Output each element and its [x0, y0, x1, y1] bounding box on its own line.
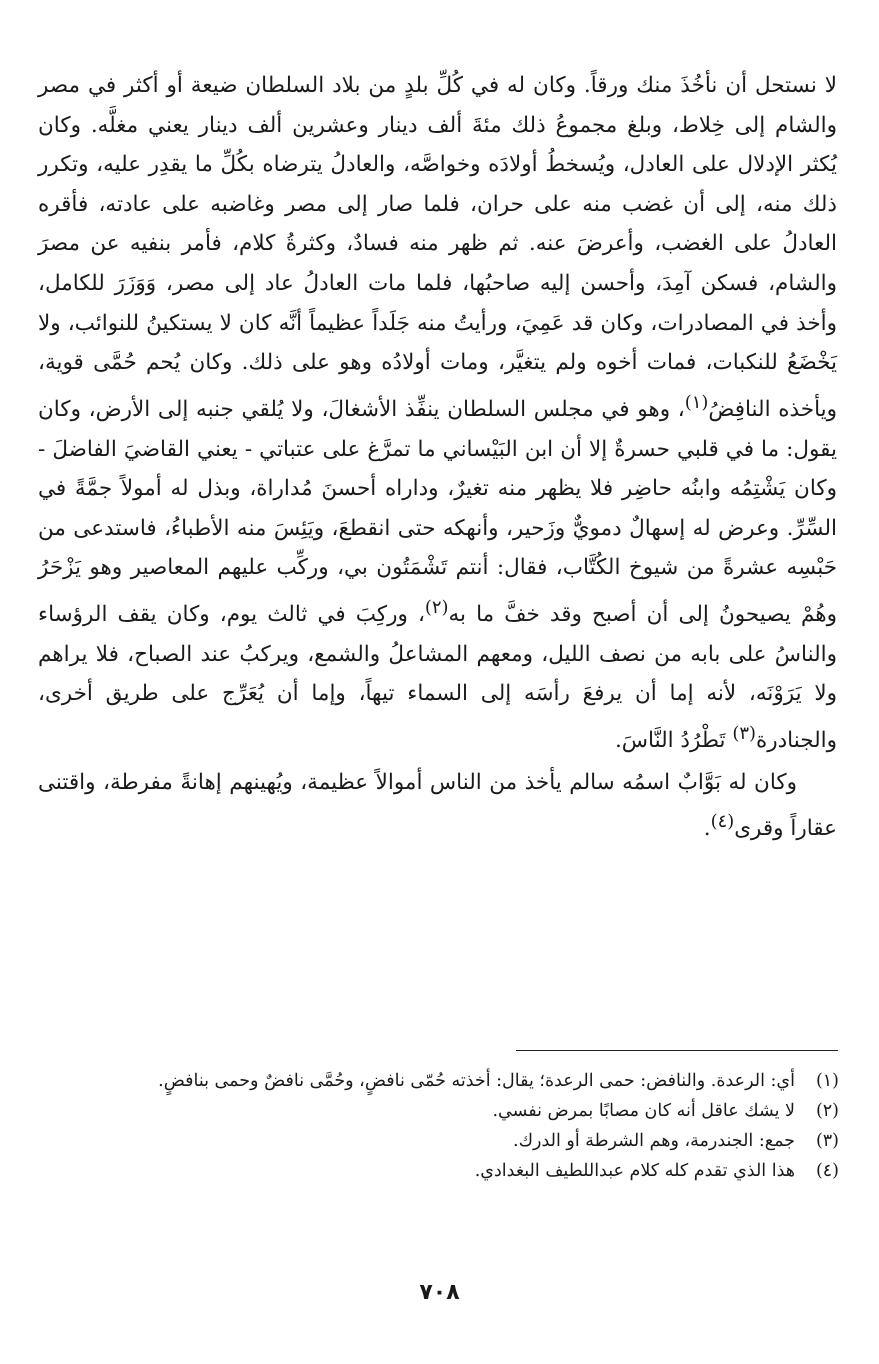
footnote-text: هذا الذي تقدم كله كلام عبداللطيف البغدادي. — [474, 1161, 795, 1181]
paragraph: لا نستحل أن نأخُذَ منك ورقاً. وكان له في كُلِّ بلدٍ من بلاد السلطان ضيعة أو أكثر في مصر والشام إلى خِلاط، وبلغ مجموعُ ذلك مئةَ ألف دينار وعشرين ألف دينار يعني مغلَّه. وكان يُكثر الإدلال على العادل، ويُسخطُ أولادَه وخواصَّه، والعادلُ يترضاه بكُلِّ ما يقدِر عليه، وتكرر ذلك منه، إلى أن غضب منه على حران، فلما صار إلى مصر وغاضبه على عادته، فأقره العادلُ على الغضب، وأعرضَ عنه. ثم ظهر منه فسادٌ، وكثرةُ كلام، فأمر بنفيه عن مصرَ والشام، فسكن آمِدَ، وأحسن إليه صاحبُها، فلما مات العادلُ عاد إلى مصر، وَوَزَرَ للكامل، وأخذ في المصادرات، وكان قد عَمِيَ، ورأيتُ منه جَلَداً عظيماً أنَّه كان لا يستكينُ للنوائب، ولا يَخْضَعُ للنكبات، فمات أخوه ولم يتغيَّر، ومات أولادُه وهو على ذلك. وكان يُحم حُمَّى قوية، ويأخذه النافِضُ$^{(١)}$، وهو في مجلس السلطان ينفِّذ الأشغالَ، ولا يُلقي جنبه إلى الأرض، وكان يقول: ما في قلبي حسرةٌ إلا أن ابن البَيْساني ما تمرَّغ على عتباتي - يعني القاضيَ الفاضلَ - وكان يَشْتِمُه وابنُه حاضِر فلا يظهر منه تغيرٌ، وداراه أحسنَ مُداراة، وبذل له أمولاً جمَّةً في السِّرِّ. وعرض له إسهالٌ دمويٌّ وزَحير، وأنهكه حتى انقطعَ، ويَئِسَ منه الأطباءُ، فاستدعى من حَبْسِه عشرةً من شيوخ الكُتَّاب، فقال: أنتم تَشْمَتُون بي، وركِّب عليهم المعاصير وهو يَزْحَرُ وهُمْ يصيحونُ إلى أن أصبح وقد خفَّ ما به$^{(٢)}$، وركِبَ في ثالث يوم، وكان يقف الرؤساء والناسُ على بابه من نصف الليل، ومعهم المشاعلُ والشمع، ويركبُ عند الصباح، فلا يراهم ولا يَرَوْنَه، لأنه إما أن يرفعَ رأسَه إلى السماء تيهاً، وإما أن يُعَرِّج على طريق أخرى، والجنادرة$^{(٣)}$ تَطْرُدُ النَّاسَ. — [38, 73, 837, 753]
page-number: ٧٠٨ — [419, 1280, 460, 1305]
footnote-separator — [516, 1050, 838, 1051]
footnote-ref[interactable]: (١) — [684, 391, 709, 413]
footnote — [38, 1126, 839, 1156]
main-text — [38, 66, 837, 849]
footnote-text: جمع: الجندرمة، وهم الشرطة أو الدرك. — [513, 1131, 795, 1151]
footnote-ref[interactable]: (٢) — [424, 596, 449, 618]
paragraph: وكان له بَوَّابٌ اسمُه سالم يأخذ من الناس أموالاً عظيمة، ويُهينهم إهانةً مفرطة، واقتنى عقاراً وقرى$^{(٤)}$. — [38, 769, 837, 842]
footnote-number: (١) — [815, 1071, 839, 1091]
footnote-text: لا يشك عاقل أنه كان مصابًا بمرض نفسي. — [492, 1101, 795, 1121]
footnote-number: (٢) — [815, 1101, 839, 1121]
footnote-number: (٤) — [815, 1161, 839, 1181]
footnote-ref[interactable]: (٣) — [732, 722, 756, 744]
footnote — [38, 1066, 839, 1096]
footnote-ref[interactable]: (٤) — [710, 811, 735, 833]
footnotes — [38, 1066, 839, 1186]
footnote-number: (٣) — [815, 1131, 839, 1151]
footnote — [38, 1156, 839, 1186]
footnote — [38, 1096, 839, 1126]
footnote-text: أي: الرعدة. والنافض: حمى الرعدة؛ يقال: أخذته حُمّى نافضٍ، وحُمَّى نافضٌ وحمى بنافضٍ. — [158, 1071, 795, 1091]
